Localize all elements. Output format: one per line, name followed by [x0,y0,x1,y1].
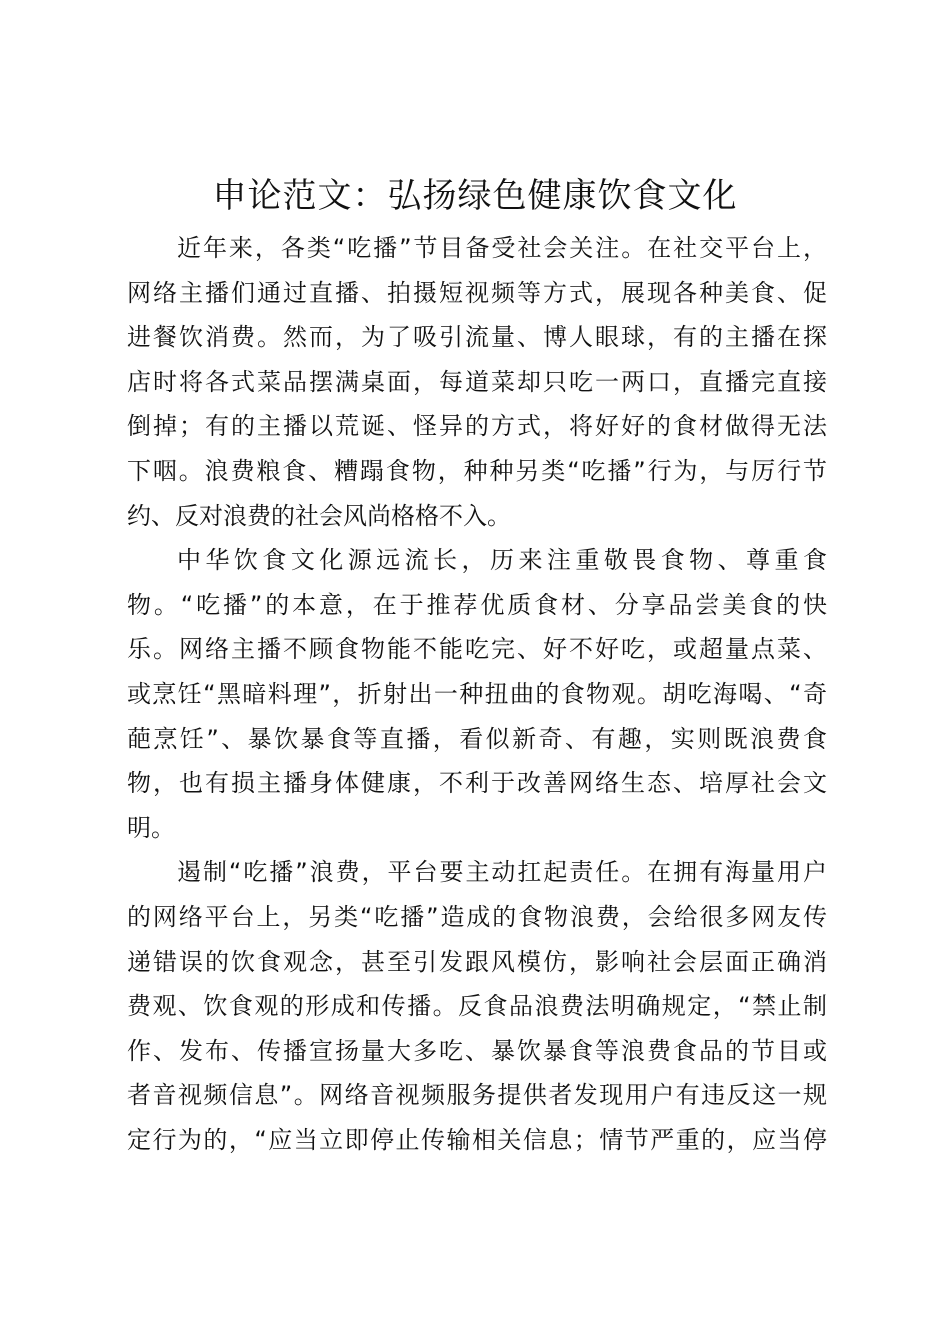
text-line: 葩烹饪”、暴饮暴食等直播，看似新奇、有趣，实则既浪费食 [127,724,827,753]
text-line: 遏制“吃播”浪费，平台要主动扛起责任。在拥有海量用户 [177,858,827,887]
text-line: 倒掉；有的主播以荒诞、怪异的方式，将好好的食材做得无法 [127,412,827,441]
text-line: 店时将各式菜品摆满桌面，每道菜却只吃一两口，直播完直接 [127,367,827,396]
text-line: 约、反对浪费的社会风尚格格不入。 [127,501,511,530]
text-line: 明。 [127,813,175,842]
text-line: 乐。网络主播不顾食物能不能吃完、好不好吃，或超量点菜、 [127,635,827,664]
paragraph-2 [127,538,827,850]
text-line: 物，也有损主播身体健康，不利于改善网络生态、培厚社会文 [127,769,827,798]
text-line: 的网络平台上，另类“吃播”造成的食物浪费，会给很多网友传 [127,902,827,931]
text-line: 递错误的饮食观念，甚至引发跟风模仿，影响社会层面正确消 [127,947,827,976]
text-line: 下咽。浪费粮食、糟蹋食物，种种另类“吃播”行为，与厉行节 [127,456,827,485]
document-title: 申论范文：弘扬绿色健康饮食文化 [212,176,738,216]
text-line: 网络主播们通过直播、拍摄短视频等方式，展现各种美食、促 [127,278,827,307]
text-line: 定行为的，“应当立即停止传输相关信息；情节严重的，应当停 [127,1125,827,1154]
document-body [127,226,827,1162]
paragraph-3 [127,850,827,1162]
text-line: 者音视频信息”。网络音视频服务提供者发现用户有违反这一规 [127,1081,827,1110]
text-line: 中华饮食文化源远流长，历来注重敬畏食物、尊重食 [177,546,827,575]
text-line: 作、发布、传播宣扬量大多吃、暴饮暴食等浪费食品的节目或 [127,1036,827,1065]
text-line: 近年来，各类“吃播”节目备受社会关注。在社交平台上， [177,234,827,262]
text-line: 进餐饮消费。然而，为了吸引流量、博人眼球，有的主播在探 [127,323,827,352]
paragraph-1 [127,226,827,538]
text-line: 费观、饮食观的形成和传播。反食品浪费法明确规定，“禁止制 [127,992,827,1021]
text-line: 物。“吃播”的本意，在于推荐优质食材、分享品尝美食的快 [127,590,827,619]
text-line: 或烹饪“黑暗料理”，折射出一种扭曲的食物观。胡吃海喝、“奇 [127,679,827,708]
